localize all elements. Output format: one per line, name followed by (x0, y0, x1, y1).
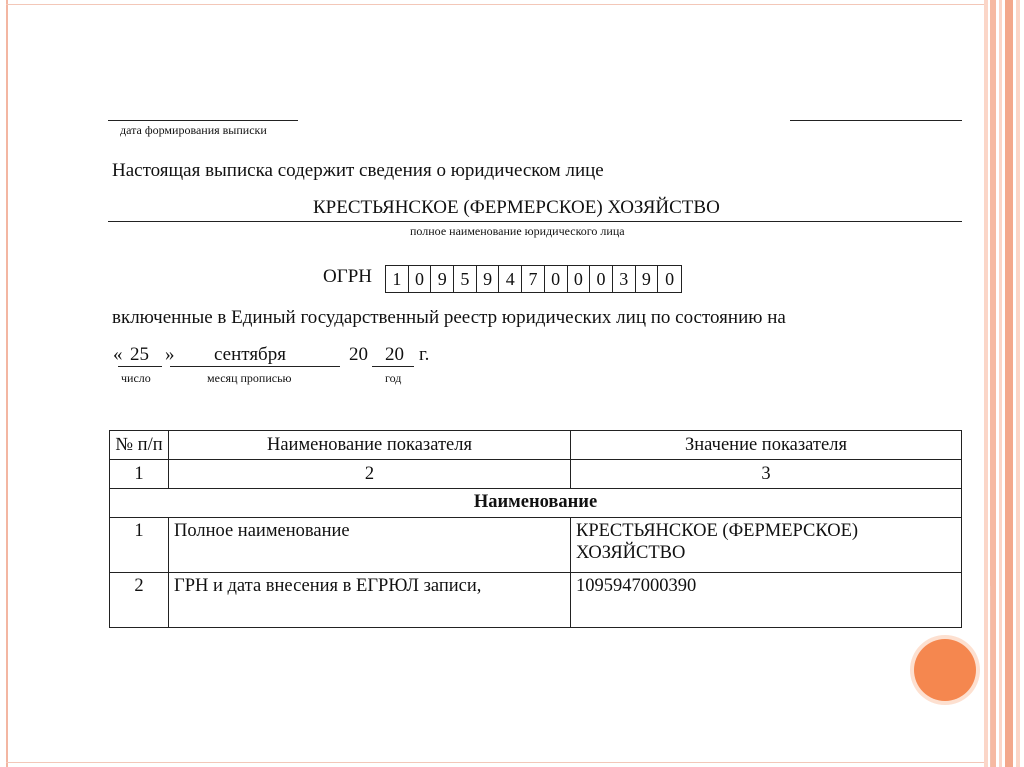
row-indicator: Полное наименование (169, 518, 571, 573)
entity-name: КРЕСТЬЯНСКОЕ (ФЕРМЕРСКОЕ) ХОЗЯЙСТВО (313, 197, 720, 218)
table-row (110, 573, 962, 628)
registry-text: включенные в Единый государственный реестр юридических лиц по состоянию на (112, 307, 786, 328)
year-line (372, 366, 414, 367)
row-value-line2: ХОЗЯЙСТВО (576, 543, 686, 563)
numbering-col-3: 3 (571, 460, 962, 489)
open-quote: « (113, 344, 123, 365)
decorative-circle (914, 639, 976, 701)
ogrn-digit: 0 (590, 266, 613, 292)
date-suffix: г. (419, 344, 430, 365)
table-section-row (110, 489, 962, 518)
row-number: 1 (110, 518, 169, 573)
ogrn-digit-boxes (385, 265, 682, 293)
ogrn-digit: 9 (477, 266, 500, 292)
date-day: 25 (130, 344, 149, 365)
day-caption: число (121, 371, 151, 385)
ogrn-digit: 5 (454, 266, 477, 292)
ogrn-digit: 0 (545, 266, 568, 292)
table-row (110, 518, 962, 573)
signature-line (790, 120, 962, 121)
frame-top-border (6, 4, 986, 5)
month-caption: месяц прописью (207, 371, 292, 385)
table-header-row (110, 431, 962, 460)
row-value-line1: КРЕСТЬЯНСКОЕ (ФЕРМЕРСКОЕ) (576, 521, 859, 541)
ogrn-label: ОГРН (323, 266, 372, 287)
date-caption: дата формирования выписки (120, 123, 267, 137)
ogrn-digit: 1 (386, 266, 409, 292)
frame-bottom-border (6, 762, 986, 763)
entity-name-line (108, 221, 962, 222)
ogrn-digit: 0 (665, 269, 675, 289)
month-line (170, 366, 340, 367)
intro-text: Настоящая выписка содержит сведения о юридическом лице (112, 160, 604, 181)
header-indicator-value: Значение показателя (571, 431, 962, 460)
numbering-col-2: 2 (169, 460, 571, 489)
ogrn-digit: 9 (431, 266, 454, 292)
row-value (571, 518, 962, 573)
ogrn-digit: 0 (409, 266, 432, 292)
frame-left-border (6, 0, 8, 767)
entity-name-caption: полное наименование юридического лица (410, 224, 625, 238)
date-month: сентября (214, 344, 286, 365)
date-line (108, 120, 298, 121)
close-quote: » (165, 344, 175, 365)
ogrn-digit: 4 (499, 266, 522, 292)
header-indicator-name: Наименование показателя (169, 431, 571, 460)
year-caption: год (385, 371, 402, 385)
header-number: № п/п (110, 431, 169, 460)
date-year: 20 (385, 344, 404, 365)
row-indicator: ГРН и дата внесения в ЕГРЮЛ записи, (169, 573, 571, 628)
numbering-col-1: 1 (110, 460, 169, 489)
ogrn-digit: 9 (636, 266, 659, 292)
row-value: 1095947000390 (571, 573, 962, 628)
date-century: 20 (349, 344, 368, 365)
section-title: Наименование (110, 489, 962, 518)
ogrn-digit: 0 (568, 266, 591, 292)
day-line (118, 366, 162, 367)
table-numbering-row (110, 460, 962, 489)
data-table (109, 430, 962, 596)
ogrn-digit: 7 (522, 266, 545, 292)
row-number: 2 (110, 573, 169, 628)
ogrn-digit: 3 (613, 266, 636, 292)
decorative-line (990, 586, 991, 767)
